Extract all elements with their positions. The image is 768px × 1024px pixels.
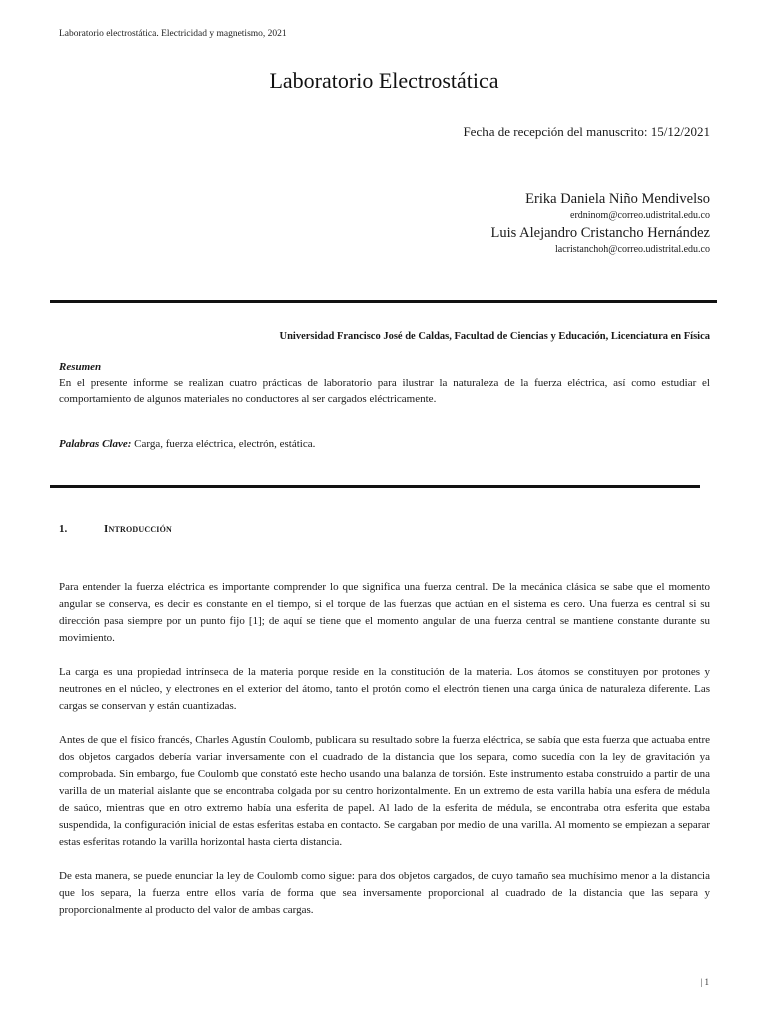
author-name: Erika Daniela Niño Mendivelso xyxy=(525,191,710,207)
abstract-block xyxy=(59,359,710,407)
bottom-divider xyxy=(50,485,700,488)
abstract-label: Resumen xyxy=(59,361,102,373)
body-paragraph: Para entender la fuerza eléctrica es importante comprender lo que significa una fuerza central. De la mecánica clásica se sabe que el momento angular se conserva, es decir es constante en el tiempo, si el torque de las fuerzas que actúan en el sistema es cero. Una fuerza es central si su dirección pasa siempre por un punto fijo [1]; de aquí se tiene que el momento angular de una fuerza central se mantiene constante durante su movimiento. xyxy=(59,581,710,644)
top-divider xyxy=(50,300,717,303)
abstract-text: En el presente informe se realizan cuatro prácticas de laboratorio para ilustrar la naturaleza de la fuerza eléctrica, así como estudiar el comportamiento de algunos materiales no conductores al ser cargados eléctricamente. xyxy=(59,377,710,405)
section-heading xyxy=(59,523,710,535)
keywords-text: Carga, fuerza eléctrica, electrón, estática. xyxy=(131,438,316,450)
author-email: erdninom@correo.udistrital.edu.co xyxy=(570,210,710,221)
section-number: 1. xyxy=(59,523,68,535)
section-body xyxy=(59,579,710,936)
keywords-block xyxy=(59,436,710,452)
received-date: Fecha de recepción del manuscrito: 15/12/2021 xyxy=(463,124,710,139)
running-header: Laboratorio electrostática. Electricidad y magnetismo, 2021 xyxy=(59,29,287,39)
section-title: Introducción xyxy=(104,523,173,535)
paper-title: Laboratorio Electrostática xyxy=(269,68,499,93)
affiliation: Universidad Francisco José de Caldas, Facultad de Ciencias y Educación, Licenciatura en Física xyxy=(279,331,710,342)
body-paragraph: La carga es una propiedad intrínseca de la materia porque reside en la constitución de la materia. Los átomos se constituyen por protones y neutrones en el núcleo, y electrones en el exterior del átomo, tanto el protón como el electrón tienen una carga única de naturaleza diferente. Las cargas se conservan y están cuantizadas. xyxy=(59,666,710,712)
body-paragraph: Antes de que el físico francés, Charles Agustín Coulomb, publicara su resultado sobre la fuerza eléctrica, se sabía que esta fuerza que actuaba entre dos objetos cargados debería variar inversamente con el cuadrado de la distancia que los separa, como sucedía con la ley de gravitación ya comprobada. Sin embargo, fue Coulomb que constató este hecho usando una balanza de torsión. Este instrumento estaba construido a partir de una varilla de un material aislante que se encontraba colgada por su centro horizontalmente. En un extremo de esta varilla había una esfera de médula de saúco, mientras que en otro extremo había una esferita de papel. Al lado de la esferita de médula, se encontraba otra esferita que estaba suspendida, la configuración inicial de estas esferitas estaba en contacto. Se cargaban por medio de una varilla. Al momento se empiezan a separar estas esferitas rotando la varilla horizontal hasta cierta distancia. xyxy=(59,734,710,848)
page-number: | 1 xyxy=(700,977,709,987)
author-block xyxy=(450,190,710,258)
author-name: Luis Alejandro Cristancho Hernández xyxy=(490,225,710,241)
keywords-label: Palabras Clave: xyxy=(59,438,132,450)
body-paragraph: De esta manera, se puede enunciar la ley de Coulomb como sigue: para dos objetos cargados, de cuyo tamaño sea muchísimo menor a la distancia que los separa, la fuerza entre ellos varía de forma que sea inversamente proporcional al cuadrado de la distancia que las separa y proporcionalmente al producto del valor de ambas cargas. xyxy=(59,870,710,916)
author-email: lacristanchoh@correo.udistrital.edu.co xyxy=(555,244,710,255)
